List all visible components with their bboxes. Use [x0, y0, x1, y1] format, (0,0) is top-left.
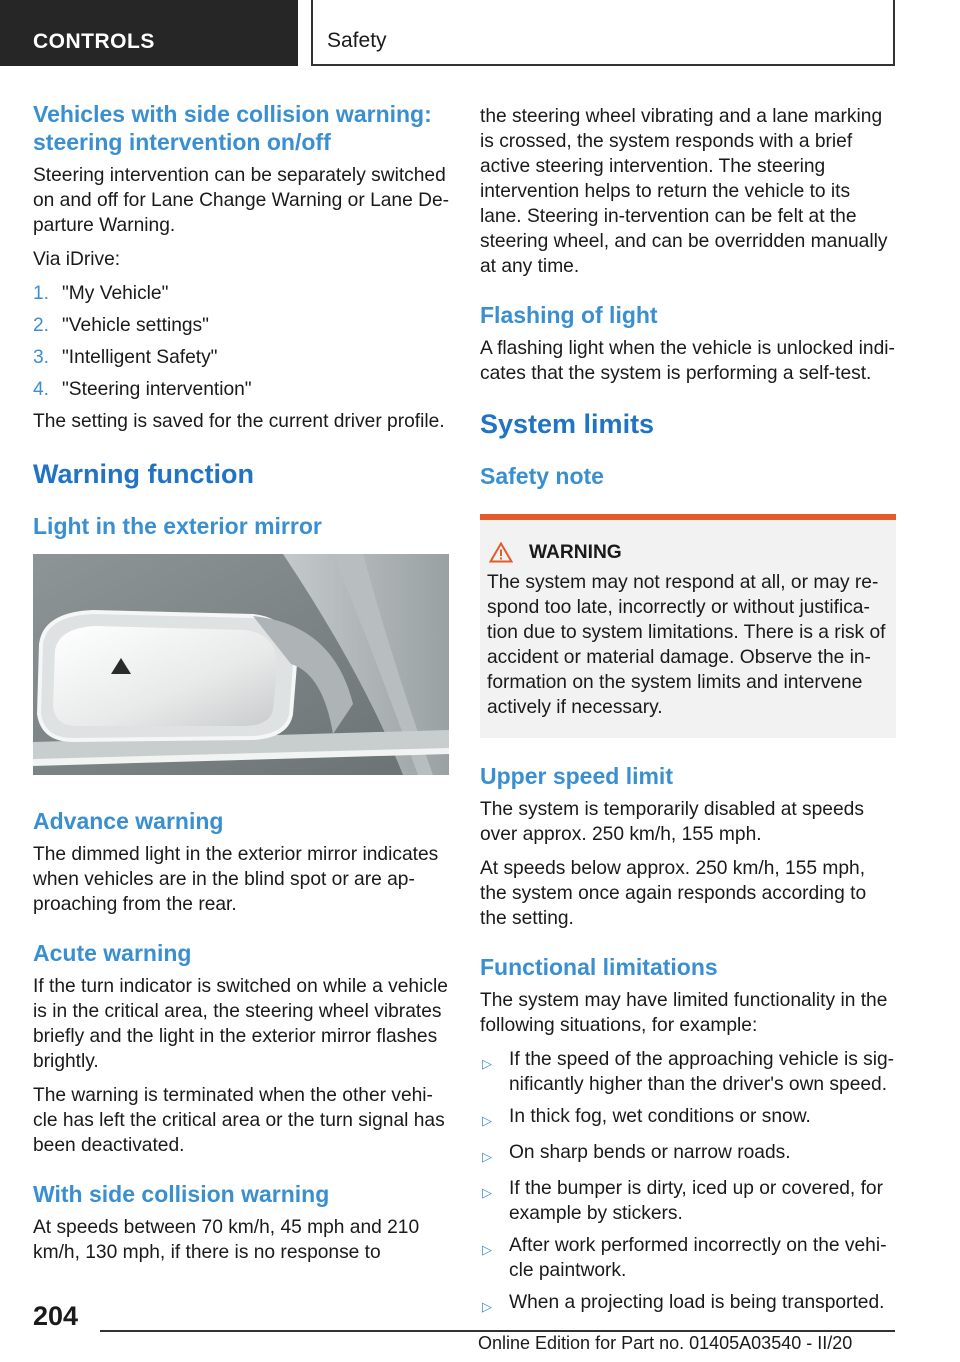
right-column: [480, 104, 896, 1326]
step-number: 2.: [33, 315, 50, 336]
heading-with-side-collision: With side collision warning: [33, 1181, 330, 1207]
paragraph-acute-warning: If the turn indicator is switched on while a vehicle is in the critical area, the steering wheel vibrates briefly and the light in the exterior mirror flashes brightly.: [33, 976, 448, 1072]
warning-title: [487, 540, 888, 565]
paragraph-functional-limitations: The system may have limited functionality in the following situations, for example:: [480, 990, 888, 1036]
heading-warning-function: Warning function: [33, 459, 254, 489]
bullet-triangle-icon: ▷: [482, 1242, 492, 1257]
step-number: 4.: [33, 379, 50, 400]
heading-light-mirror: Light in the exterior mirror: [33, 513, 322, 539]
step-text: "Steering intervention": [62, 379, 252, 400]
list-item: [33, 377, 449, 402]
exterior-mirror-image: [33, 554, 449, 775]
list-item: [480, 1140, 896, 1169]
step-text: "Intelligent Safety": [62, 347, 218, 368]
paragraph-advance-warning: The dimmed light in the exterior mirror indicates when vehicles are in the blind spot or are ap-proaching from the rear.: [33, 844, 439, 915]
section-tab: [0, 0, 298, 66]
bullet-triangle-icon: ▷: [482, 1149, 492, 1164]
page-number: 204: [33, 1301, 79, 1331]
limitations-list: [480, 1047, 896, 1319]
footer-divider: [100, 1330, 895, 1332]
paragraph-upper-speed-2: At speeds below approx. 250 km/h, 155 mph, the system once again responds according to the setting.: [480, 858, 867, 929]
topic-title: Safety: [327, 29, 387, 52]
warning-label: WARNING: [529, 542, 622, 563]
footer-edition: Online Edition for Part no. 01405A03540 - II/20: [478, 1333, 853, 1353]
heading-acute-warning: Acute warning: [33, 940, 192, 966]
idrive-steps: [33, 281, 449, 402]
list-item: [480, 1290, 896, 1319]
list-item-text: On sharp bends or narrow roads.: [509, 1142, 791, 1163]
heading-side-collision-steering: Vehicles with side collision warning: steering intervention on/off: [33, 101, 432, 155]
step-number: 1.: [33, 283, 50, 304]
list-item-text: In thick fog, wet conditions or snow.: [509, 1106, 811, 1127]
step-text: "Vehicle settings": [62, 315, 209, 336]
warning-text: The system may not respond at all, or may re-spond too late, incorrectly or without justifica-tion due to system limitations. There is a risk of accident or material damage. Observe the in-formation on the system limits and intervene actively if necessary.: [487, 572, 886, 718]
warning-triangle-icon: [489, 542, 513, 563]
bullet-triangle-icon: ▷: [482, 1185, 492, 1200]
list-item: [480, 1233, 896, 1283]
topic-tab: [311, 0, 895, 66]
list-item-text: After work performed incorrectly on the vehi-cle paintwork.: [509, 1235, 887, 1281]
heading-system-limits: System limits: [480, 409, 655, 439]
heading-functional-limitations: Functional limitations: [480, 954, 718, 980]
paragraph-flashing-light: A flashing light when the vehicle is unlocked indi-cates that the system is performing a self-test.: [480, 338, 895, 384]
list-item-text: When a projecting load is being transported.: [509, 1292, 885, 1313]
list-item: [33, 281, 449, 306]
list-item: [33, 345, 449, 370]
bullet-triangle-icon: ▷: [482, 1056, 492, 1071]
paragraph-upper-speed-1: The system is temporarily disabled at speeds over approx. 250 km/h, 155 mph.: [480, 799, 864, 845]
step-text: "My Vehicle": [62, 283, 169, 304]
heading-flashing-light: Flashing of light: [480, 302, 658, 328]
list-item: [480, 1047, 896, 1097]
paragraph-via-idrive: Via iDrive:: [33, 249, 121, 270]
bullet-triangle-icon: ▷: [482, 1299, 492, 1314]
list-item: [480, 1176, 896, 1226]
list-item: [480, 1104, 896, 1133]
bullet-triangle-icon: ▷: [482, 1113, 492, 1128]
paragraph-with-side-collision: At speeds between 70 km/h, 45 mph and 210 km/h, 130 mph, if there is no response to: [33, 1217, 420, 1263]
step-number: 3.: [33, 347, 50, 368]
left-column: [33, 100, 449, 1274]
list-item-text: If the bumper is dirty, iced up or covered, for example by stickers.: [509, 1178, 883, 1224]
heading-advance-warning: Advance warning: [33, 808, 224, 834]
paragraph-side-collision: Steering intervention can be separately switched on and off for Lane Change Warning or Lane De-parture Warning.: [33, 165, 450, 236]
list-item-text: If the speed of the approaching vehicle is sig-nificantly higher than the driver's own speed.: [509, 1049, 895, 1095]
paragraph-steering-continuation: the steering wheel vibrating and a lane marking is crossed, the system responds with a brief active steering intervention. The steering intervention helps to return the vehicle to its lane. Steering in-tervention can be felt at the steering wheel, and can be overridden manually at any time.: [480, 106, 888, 277]
heading-upper-speed-limit: Upper speed limit: [480, 763, 673, 789]
section-title: CONTROLS: [33, 30, 155, 53]
list-item: [33, 313, 449, 338]
warning-box: [480, 514, 896, 738]
paragraph-warning-terminated: The warning is terminated when the other vehi-cle has left the critical area or the turn signal has been deactivated.: [33, 1085, 445, 1156]
heading-safety-note: Safety note: [480, 463, 604, 489]
paragraph-setting-saved: The setting is saved for the current driver profile.: [33, 411, 445, 432]
